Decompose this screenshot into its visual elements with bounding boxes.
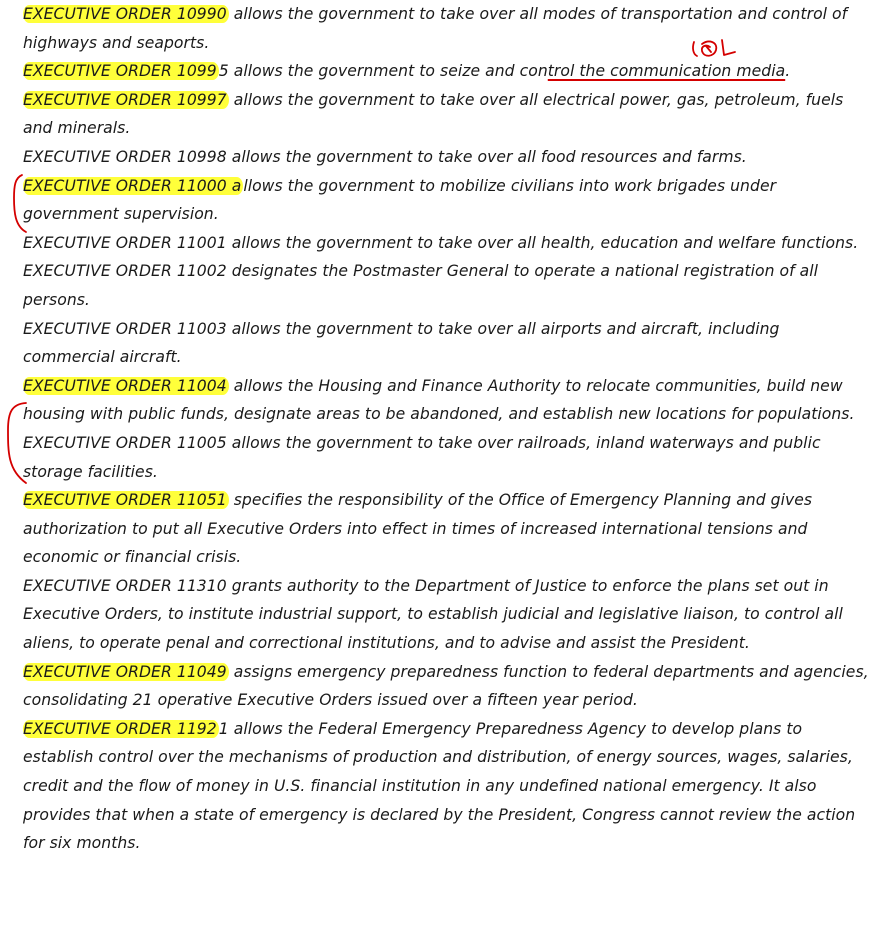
order-description: allows the government to take over all electrical power, gas, petroleum, fuels and minerals. (23, 90, 844, 138)
order-11000 (23, 172, 869, 229)
order-description: 1 allows the Federal Emergency Preparedness Agency to develop plans to establish control over the mechanisms of production and distribution, of energy sources, wages, salaries, credit and the flow of money in U.S. financial institution in any undefined national emergency. It also provides that when a state of emergency is declared by the President, Congress cannot review the action for six months. (23, 719, 856, 853)
order-11005 (23, 429, 869, 486)
order-description-end: . (785, 62, 791, 81)
document-body (23, 0, 869, 858)
order-description: EXECUTIVE ORDER 10998 allows the government to take over all food resources and farms. (23, 147, 747, 166)
order-10997 (23, 86, 869, 143)
order-10995 (23, 57, 869, 86)
order-11003 (23, 315, 869, 372)
red-underlined-phrase: trol the communication media (547, 62, 786, 81)
order-description: EXECUTIVE ORDER 11002 designates the Postmaster General to operate a national registration of all persons. (23, 262, 819, 309)
order-description: allows the government to take over all modes of transportation and control of highways and seaports. (23, 5, 848, 52)
order-description: specifies the responsibility of the Office of Emergency Planning and gives authorization to put all Executive Orders into effect in times of increased international tensions and economic or financial crisis. (23, 491, 813, 567)
highlighted-order-number: EXECUTIVE ORDER 11000 a (23, 176, 242, 195)
highlighted-order-number: EXECUTIVE ORDER 1099 (23, 62, 217, 81)
order-description: 5 allows the government to seize and con (218, 62, 548, 81)
order-10990 (23, 0, 869, 57)
order-11921 (23, 715, 869, 858)
order-11001 (23, 229, 869, 258)
order-11002 (23, 257, 869, 314)
order-11051 (23, 486, 869, 572)
order-description: llows the government to mobilize civilians into work brigades under government supervision. (23, 176, 777, 224)
highlighted-order-number: EXECUTIVE ORDER 11004 (23, 376, 227, 395)
order-10998 (23, 143, 869, 172)
highlighted-order-number: EXECUTIVE ORDER 10990 (23, 5, 227, 23)
order-11004 (23, 372, 869, 429)
highlighted-order-number: EXECUTIVE ORDER 1192 (23, 719, 217, 738)
order-description: assigns emergency preparedness function to federal departments and agencies, consolidating 21 operative Executive Orders issued over a fifteen year period. (23, 662, 869, 710)
order-description: EXECUTIVE ORDER 11001 allows the government to take over all health, education and welfare functions. (23, 233, 859, 252)
order-11310 (23, 572, 869, 658)
order-description: EXECUTIVE ORDER 11310 grants authority to the Department of Justice to enforce the plans set out in Executive Orders, to institute industrial support, to establish judicial and legislative liaison, to control all aliens, to operate penal and correctional institutions, and to advise and assist the President. (23, 576, 843, 653)
order-description: EXECUTIVE ORDER 11005 allows the government to take over railroads, inland waterways and public storage facilities. (23, 433, 821, 481)
highlighted-order-number: EXECUTIVE ORDER 10997 (23, 90, 227, 109)
order-description: EXECUTIVE ORDER 11003 allows the government to take over all airports and aircraft, including commercial aircraft. (23, 319, 780, 367)
order-description: allows the Housing and Finance Authority to relocate communities, build new housing with public funds, designate areas to be abandoned, and establish new locations for populations. (23, 376, 855, 424)
highlighted-order-number: EXECUTIVE ORDER 11049 (23, 662, 227, 681)
order-11049 (23, 658, 869, 715)
highlighted-order-number: EXECUTIVE ORDER 11051 (23, 491, 227, 510)
